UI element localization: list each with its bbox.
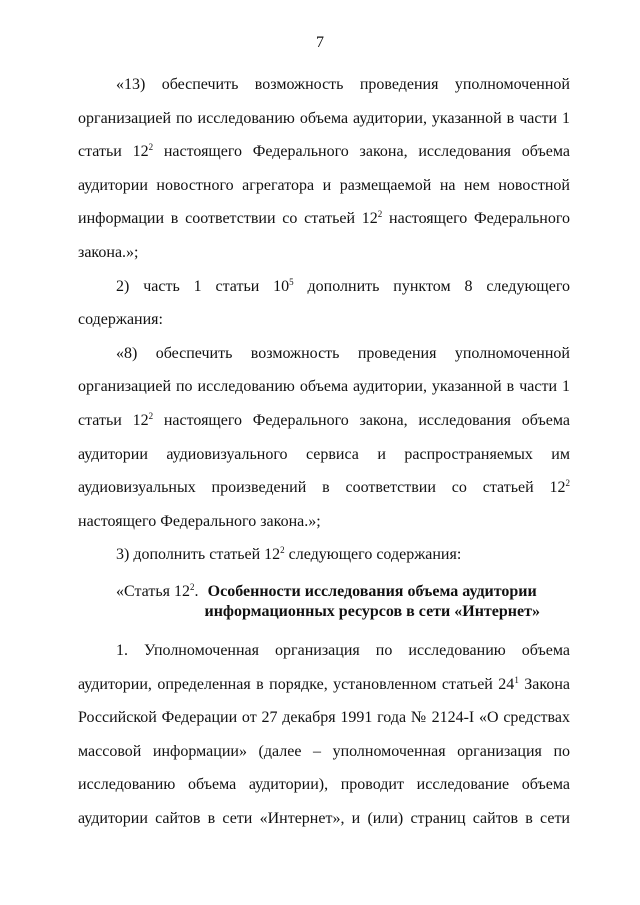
- text-run: настоящего Федерального закона, исследования объема аудитории новостного агрегатора и размещаемой на нем новостной информации в соответствии со статьей 12: [78, 143, 571, 228]
- article-number: [116, 582, 204, 622]
- superscript: 2: [189, 581, 195, 592]
- text-run: настоящего Федерального закона.»;: [78, 512, 321, 530]
- superscript: 2: [377, 209, 383, 220]
- page-number: 7: [316, 34, 324, 51]
- paragraph-item-13: [78, 68, 570, 270]
- paragraph-clause-1: [78, 634, 570, 836]
- article-title-line: Особенности исследования объема аудитории: [207, 582, 537, 600]
- text-run: настоящего Федерального закона, исследования объема аудитории аудиовизуального сервиса и распространяемых им аудиовизуальных произведений в соответствии со статьей 12: [78, 411, 571, 497]
- paragraph-amendment-3: [78, 538, 570, 572]
- paragraph-amendment-2: [78, 270, 570, 337]
- text-run: дополнить пунктом 8 следующего содержания:: [78, 277, 570, 329]
- superscript: 1: [514, 674, 519, 685]
- document-body: [78, 68, 570, 835]
- text-run: Закона Российской Федерации от 27 декабря 1991 года № 2124-I «О средствах массовой информации» (далее – уполномоченная организация по исследованию объема аудитории), проводит исследование объема аудитории сайтов в сети «Интернет», и (или) страниц сайтов в сети: [78, 675, 571, 827]
- superscript: 2: [280, 545, 285, 556]
- superscript: 2: [148, 410, 154, 421]
- text-run: 2) часть 1 статьи 10: [116, 277, 290, 295]
- text-run: «Статья 12: [116, 582, 190, 600]
- superscript: 2: [565, 478, 570, 489]
- text-run: «13) обеспечить возможность проведения уполномоченной организацией по исследованию объема аудитории, указанной в части 1 статьи 12: [78, 76, 570, 161]
- text-run: следующего содержания:: [284, 546, 462, 564]
- text-run: 3) дополнить статьей 12: [116, 546, 281, 564]
- article-heading: [78, 582, 570, 622]
- text-run: «8) обеспечить возможность проведения уполномоченной организацией по исследованию объема аудитории, указанной в части 1 статьи 12: [78, 344, 570, 429]
- text-run: 1. Уполномоченная организация по исследованию объема аудитории, определенная в порядке, установленном статьей 24: [78, 641, 570, 693]
- article-title-line: информационных ресурсов в сети «Интернет»: [204, 602, 540, 620]
- article-title: [204, 582, 539, 622]
- text-run: настоящего Федерального закона.»;: [78, 210, 571, 261]
- superscript: 5: [289, 276, 294, 287]
- text-run: .: [194, 582, 199, 600]
- superscript: 2: [148, 142, 154, 153]
- paragraph-item-8: [78, 337, 570, 539]
